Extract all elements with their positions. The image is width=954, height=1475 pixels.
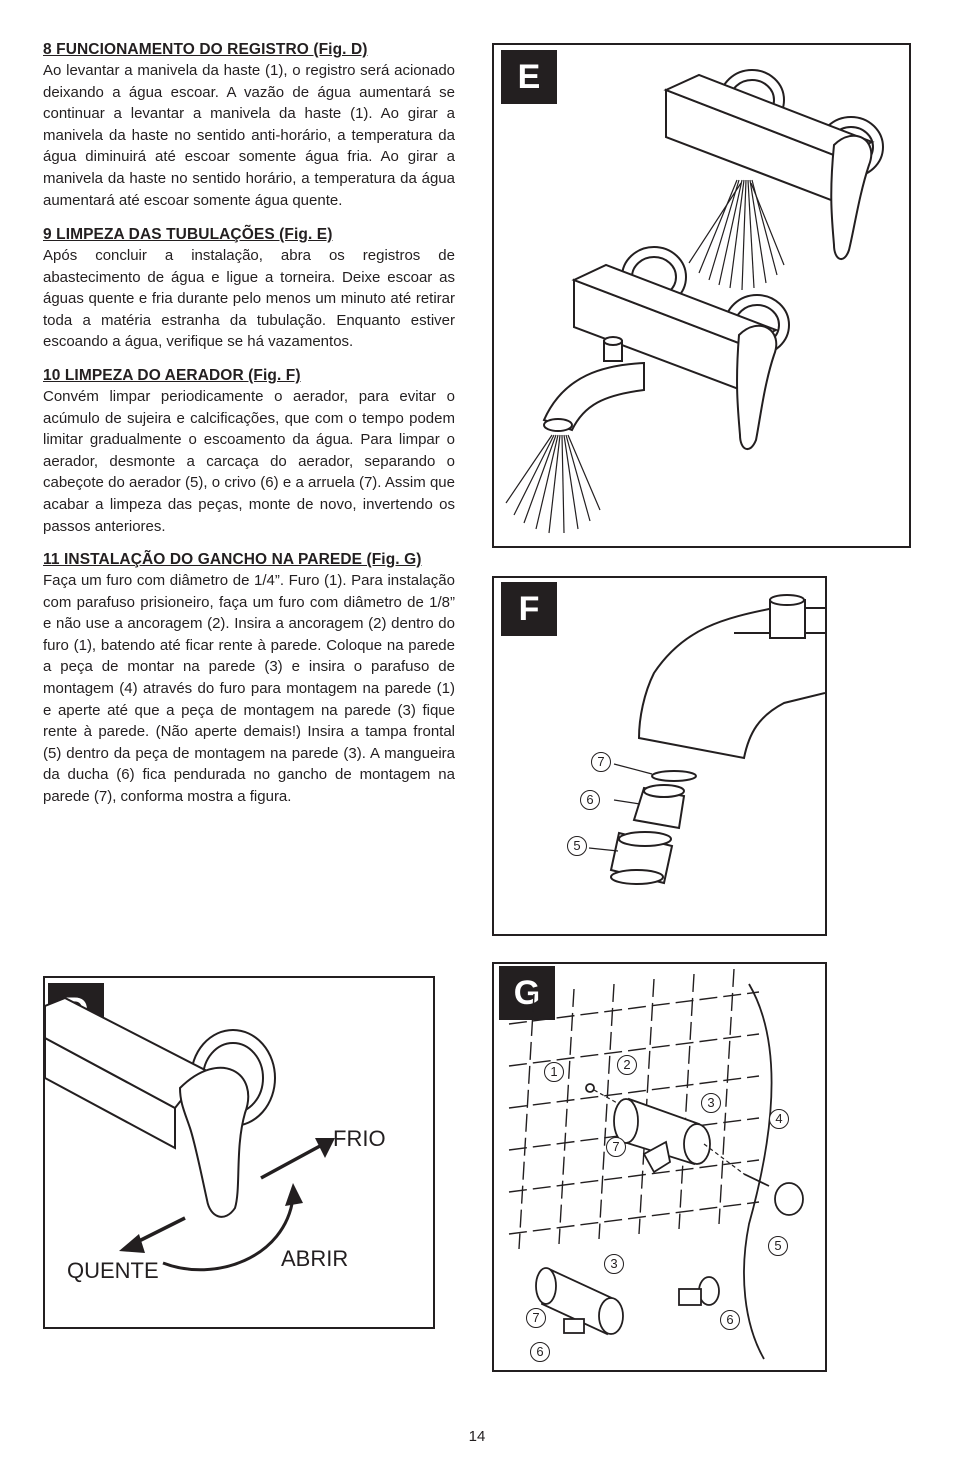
section-title: 10 LIMPEZA DO AERADOR (Fig. F) <box>43 367 301 384</box>
callout-7-lower: 7 <box>526 1308 546 1328</box>
page-number: 14 <box>468 1428 486 1445</box>
text-column <box>43 40 455 211</box>
callout-6-lower: 6 <box>530 1342 550 1362</box>
callout-2: 2 <box>617 1055 637 1075</box>
callout-5: 5 <box>768 1236 788 1256</box>
label-quente: QUENTE <box>67 1258 159 1283</box>
callout-7: 7 <box>591 752 611 772</box>
callout-5: 5 <box>567 836 587 856</box>
section-10 <box>43 366 455 537</box>
section-9 <box>43 225 455 353</box>
section-body: Faça um furo com diâmetro de 1/4”. Furo (1). Para instalação com parafuso prisioneiro, faça um furo com diâmetro de 1/8” e não use a ancoragem (2). Insira a ancoragem (2) dentro do furo (1), batendo até ficar rente à parede. Coloque na parede a peça de montar na parede (3) e insira o parafuso de montagem (4) através do furo para montagem na parede (1) e aperte até que a peça de montagem na parede (3) fique rente à parede. (Não aperte demais!) Insira a tampa frontal (5) dentro da peça de montagem na parede (3). A mangueira da ducha (6) fica pendurada no gancho de montagem na parede (7), conforma mostra a figura. <box>43 572 455 805</box>
label-frio: FRIO <box>333 1126 386 1151</box>
figure-g <box>492 962 827 1372</box>
figure-d <box>43 976 435 1329</box>
figure-e <box>492 43 911 548</box>
aerator-illustration <box>494 578 825 934</box>
callout-3-lower: 3 <box>604 1254 624 1274</box>
hook-illustration <box>494 964 825 1370</box>
section-title: 9 LIMPEZA DAS TUBULAÇÕES (Fig. E) <box>43 226 333 243</box>
figure-f <box>492 576 827 936</box>
callout-4: 4 <box>769 1109 789 1129</box>
section-title: 11 INSTALAÇÃO DO GANCHO NA PAREDE (Fig. G) <box>43 551 422 568</box>
section-11 <box>43 550 455 808</box>
section-body: Ao levantar a manivela da haste (1), o registro será acionado deixando a água escoar. A vazão de água aumentará se continuar a levantar a manivela da haste (1). Ao girar a manivela da haste no sentido anti-horário, a temperatura da água diminuirá até escoar somente água fria. Ao girar a manivela da haste no sentido horário, a temperatura da água aumentará até escoar somente água quente. <box>43 62 455 209</box>
text-column-11 <box>43 550 455 808</box>
callout-1: 1 <box>544 1062 564 1082</box>
faucet-illustration <box>494 45 909 546</box>
figure-badge: G <box>499 966 555 1020</box>
callout-7: 7 <box>606 1137 626 1157</box>
label-abrir: ABRIR <box>281 1246 349 1271</box>
section-title: 8 FUNCIONAMENTO DO REGISTRO (Fig. D) <box>43 41 368 58</box>
callout-6: 6 <box>580 790 600 810</box>
figure-badge: F <box>501 582 557 636</box>
text-column-10 <box>43 366 455 537</box>
callout-6: 6 <box>720 1310 740 1330</box>
section-8 <box>43 40 455 211</box>
text-column-9 <box>43 225 455 353</box>
figure-badge: E <box>501 50 557 104</box>
callout-3: 3 <box>701 1093 721 1113</box>
section-body: Após concluir a instalação, abra os registros de abastecimento de água e ligue a torneira. Deixe escoar as águas quente e fria durante pelo menos um minuto até retirar toda a matéria estranha da tubulação. Enquanto estiver escoando a água, verifique se há vazamentos. <box>43 247 455 351</box>
section-body: Convém limpar periodicamente o aerador, para evitar o acúmulo de sujeira e calcificações, que com o tempo podem limitar gradualmente o escoamento da água. Para limpar o aerador, desmonte a carcaça do aerador, separando o cabeçote do aerador (5), o crivo (6) e a arruela (7). Assim que acabar a limpeza das peças, monte de novo, invertendo os passos anteriores. <box>43 388 455 535</box>
